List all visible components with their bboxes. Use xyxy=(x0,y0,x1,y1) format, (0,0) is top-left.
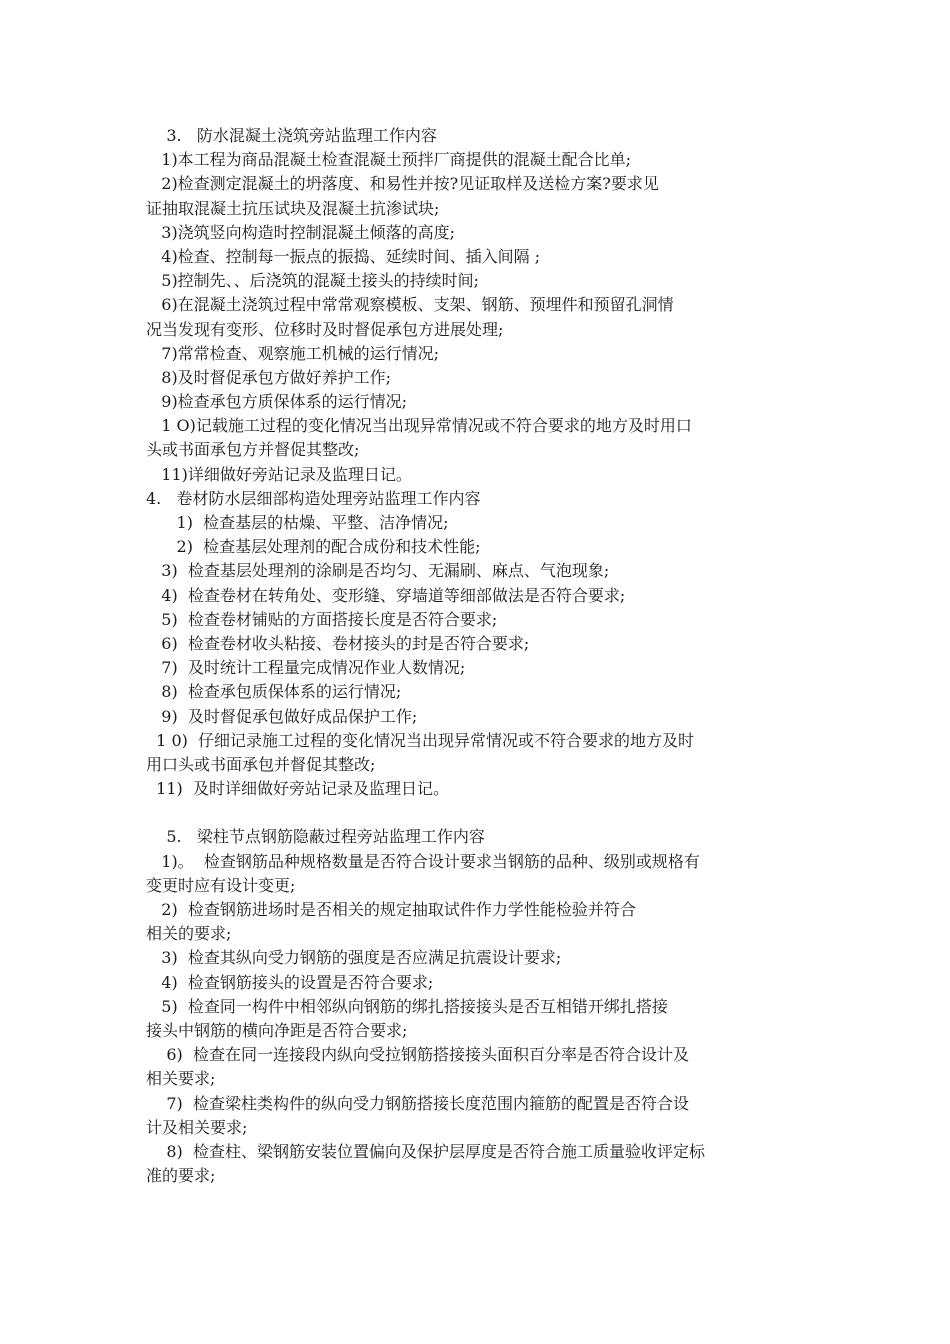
list-item: 2) 检查钢筋进场时是否相关的规定抽取试件作力学性能检验并符合 xyxy=(146,900,636,919)
section-3-heading: 3. 防水混凝土浇筑旁站监理工作内容 xyxy=(146,126,437,145)
list-item: 1)。 检查钢筋品种规格数量是否符合设计要求当钢筋的品种、级别或规格有 xyxy=(146,851,700,871)
list-item: 1 0) 仔细记录施工过程的变化情况当出现异常情况或不符合要求的地方及时 xyxy=(146,730,695,750)
list-item: 9)检查承包方质保体系的运行情况; xyxy=(146,392,408,412)
list-item: 8)及时督促承包方做好养护工作; xyxy=(146,367,392,387)
list-item: 1) 检查基层的枯燥、平整、洁净情况; xyxy=(146,513,449,532)
list-item: 7) 检查梁柱类构件的纵向受力钢筋搭接长度范围内箍筋的配置是否符合设 xyxy=(146,1093,689,1113)
list-item: 4) 检查卷材在转角处、变形缝、穿墙道等细部做法是否符合要求; xyxy=(146,585,626,605)
list-item: 相关要求; xyxy=(146,1069,216,1089)
list-item: 证抽取混凝土抗压试块及混凝土抗渗试块; xyxy=(146,198,440,218)
section-4-list xyxy=(146,511,826,801)
blank-line xyxy=(146,801,826,825)
list-item: 3)浇筑竖向构造时控制混凝土倾落的高度; xyxy=(146,222,456,242)
list-item: 2) 检查基层处理剂的配合成份和技术性能; xyxy=(146,537,481,557)
list-item: 用口头或书面承包并督促其整改; xyxy=(146,754,376,774)
list-item: 5) 检查同一构件中相邻纵向钢筋的绑扎搭接接头是否互相错开绑扎搭接 xyxy=(146,996,668,1016)
list-item: 6)在混凝土浇筑过程中常常观察模板、支架、钢筋、预埋件和预留孔洞情 xyxy=(146,295,674,315)
list-item: 准的要求; xyxy=(146,1166,216,1186)
list-item: 8) 检查承包质保体系的运行情况; xyxy=(146,682,402,702)
list-item: 相关的要求; xyxy=(146,924,232,944)
list-item: 3) 检查基层处理剂的涂刷是否均匀、无漏刷、麻点、气泡现象; xyxy=(146,561,610,581)
list-item: 8) 检查柱、梁钢筋安装位置偏向及保护层厚度是否符合施工质量验收评定标 xyxy=(146,1141,705,1161)
list-item: 4) 检查钢筋接头的设置是否符合要求; xyxy=(146,972,434,992)
list-item: 接头中钢筋的横向净距是否符合要求; xyxy=(146,1020,408,1040)
list-item: 5)控制先、、后浇筑的混凝土接头的持续时间; xyxy=(146,271,480,291)
list-item: 3) 检查其纵向受力钢筋的强度是否应满足抗震设计要求; xyxy=(146,948,562,968)
list-item: 11) 及时详细做好旁站记录及监理日记。 xyxy=(146,779,449,799)
list-item: 6) 检查卷材收头粘接、卷材接头的封是否符合要求; xyxy=(146,633,530,653)
list-item: 7)常常检查、观察施工机械的运行情况; xyxy=(146,343,440,363)
section-4-heading: 4. 卷材防水层细部构造处理旁站监理工作内容 xyxy=(146,488,481,508)
list-item: 6) 检查在同一连接段内纵向受拉钢筋搭接接头面积百分率是否符合设计及 xyxy=(146,1045,689,1065)
section-3-list xyxy=(146,148,826,487)
section-5-list xyxy=(146,850,826,1189)
document-body xyxy=(146,124,826,1188)
section-5-heading: 5. 梁柱节点钢筋隐蔽过程旁站监理工作内容 xyxy=(146,827,485,847)
list-item: 1)本工程为商品混凝土检查混凝土预拌厂商提供的混凝土配合比单; xyxy=(146,150,632,170)
list-item: 9) 及时督促承包做好成品保护工作; xyxy=(146,706,418,726)
list-item: 变更时应有设计变更; xyxy=(146,875,296,895)
list-item: 7) 及时统计工程量完成情况作业人数情况; xyxy=(146,658,466,678)
list-item: 2)检查测定混凝土的坍落度、和易性并按?见证取样及送检方案?要求见 xyxy=(146,174,659,194)
list-item: 况当发现有变形、位移时及时督促承包方进展处理; xyxy=(146,319,504,339)
list-item: 5) 检查卷材铺贴的方面搭接长度是否符合要求; xyxy=(146,609,498,629)
list-item: 1 O)记载施工过程的变化情况当出现异常情况或不符合要求的地方及时用口 xyxy=(146,416,692,436)
list-item: 11)详细做好旁站记录及监理日记。 xyxy=(146,464,412,484)
list-item: 计及相关要求; xyxy=(146,1117,248,1137)
list-item: 头或书面承包方并督促其整改; xyxy=(146,440,360,460)
list-item: 4)检查、控制每一振点的振捣、延续时间、插入间隔 ; xyxy=(146,246,541,266)
